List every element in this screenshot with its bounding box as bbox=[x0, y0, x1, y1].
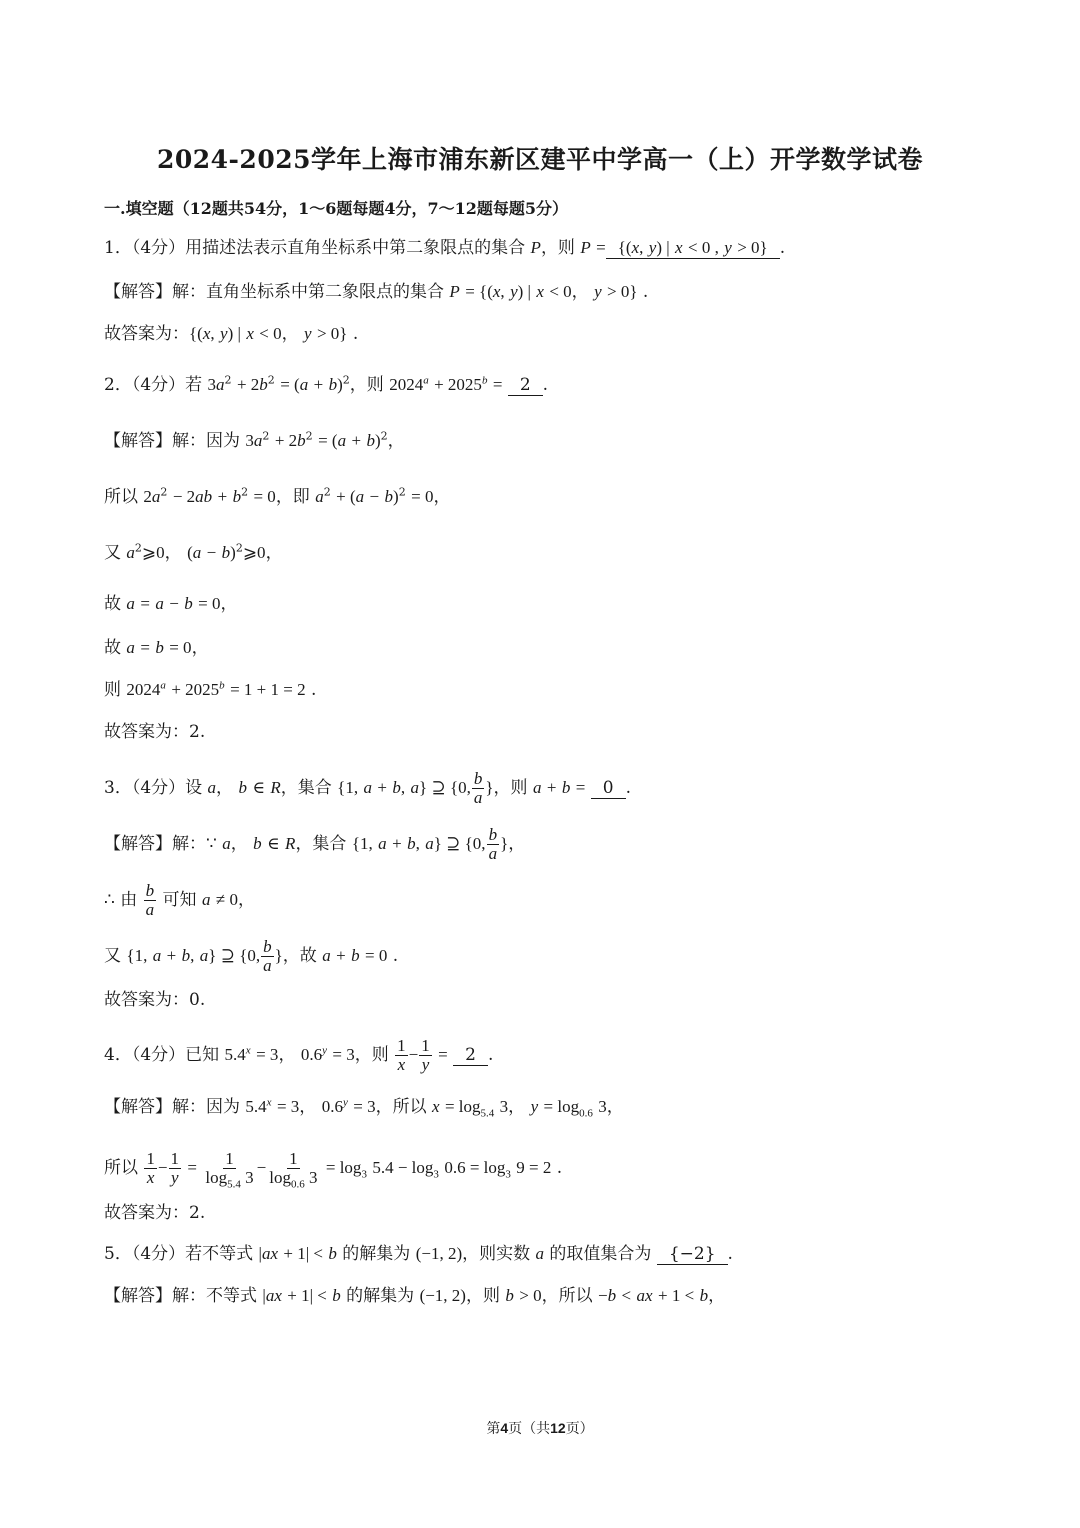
answer-blank-3: 0 bbox=[591, 778, 626, 799]
answer-3: 故答案为：0. bbox=[104, 990, 206, 1010]
solution-1: 【解答】解：直角坐标系中第二象限点的集合 P = {(x, y) | x < 0， y > 0} . bbox=[104, 282, 649, 302]
solution-5: 【解答】解：不等式 |ax + 1| < b 的解集为 (−1, 2)，则 b > 0，所以 −b < ax + 1 < b， bbox=[104, 1286, 726, 1306]
answer-4: 故答案为：2. bbox=[104, 1203, 206, 1223]
question-1: 1．（4分）用描述法表示直角坐标系中第二象限点的集合 P，则 P = {(x, y) | x < 0 , y > 0} . bbox=[104, 238, 786, 258]
page-footer: 第4页（共12页） bbox=[486, 1420, 594, 1437]
solution-4-step-2: 所以 $\frac{1}{x}$ − $\frac{1}{y}$ = $\frac{1}{\log_{5.4} 3}$ − $\frac{1}{\log_{0.6} 3}$ = $\log_3 5.4 - \log_3 0.6 = \log_3 9 = 2$ . bbox=[104, 1149, 563, 1191]
solution-3-step-2: ∴ 由 $\frac{b}{a}$ 可知 a ≠ 0， bbox=[104, 881, 255, 919]
answer-1: 故答案为：{(x, y) | x < 0， y > 0} . bbox=[104, 324, 359, 344]
answer-blank-1: {(x, y) | x < 0 , y > 0} bbox=[606, 238, 780, 259]
solution-3-step-3: 又 {1, a + b, a} ⊇ {0, $\frac{b}{a}$ }，故 a + b = 0 . bbox=[104, 937, 399, 975]
answer-blank-5: {−2} bbox=[657, 1244, 728, 1265]
solution-4-step-1: 【解答】解：因为 5.4$^x$ = 3， 0.6$^y$ = 3，所以 $x = \log_{5.4} 3$， $y = \log_{0.6} 3$， bbox=[104, 1096, 624, 1120]
page-number: 4 bbox=[500, 1420, 509, 1436]
solution-2-step-5: 故 a = b = 0， bbox=[104, 638, 209, 658]
section-heading: 一.填空题（12题共54分，1～6题每题4分，7～12题每题5分） bbox=[104, 199, 569, 218]
solution-2-step-3: 又 $a^2⩾0$， $(a - b)^2⩾0$， bbox=[104, 541, 283, 563]
answer-blank-4: 2 bbox=[453, 1045, 488, 1066]
question-3: 3．（4分）设 a， b ∈ R，集合 {1, a + b, a} ⊇ {0, $\frac{b}{a}$ }，则 a + b = 0 . bbox=[104, 769, 631, 807]
page-total: 12 bbox=[550, 1420, 566, 1436]
solution-2-step-2: 所以 $2a^2 - 2ab + b^2 = 0$，即 $a^2 + (a - b)^2 = 0$， bbox=[104, 485, 451, 507]
solution-2-step-4: 故 a = a − b = 0， bbox=[104, 594, 238, 614]
question-2: 2．（4分）若 $3a^2 + 2b^2 = (a + b)^2$，则 $2024^a + 2025^b = 2$ . bbox=[104, 373, 549, 395]
solution-2-step-6: 则 $2024^a + 2025^b = 1 + 1 = 2$ . bbox=[104, 679, 317, 700]
answer-2: 故答案为：2. bbox=[104, 722, 206, 742]
solution-3-step-1: 【解答】解：∵ a， b ∈ R，集合 {1, a + b, a} ⊇ {0, $\frac{b}{a}$ }， bbox=[104, 825, 526, 863]
answer-blank-2: 2 bbox=[508, 375, 543, 396]
solution-2-step-1: 【解答】解：因为 $3a^2 + 2b^2 = (a + b)^2$， bbox=[104, 429, 405, 451]
page-title: 2024-2025学年上海市浦东新区建平中学高一（上）开学数学试卷 bbox=[156, 145, 924, 174]
question-5: 5．（4分）若不等式 |ax + 1| < b 的解集为 (−1, 2)，则实数 a 的取值集合为 {−2} . bbox=[104, 1244, 733, 1264]
question-4: 4．（4分）已知 5.4$^x$ = 3， 0.6$^y$ = 3，则 $\frac{1}{x}$ − $\frac{1}{y}$ = 2 . bbox=[104, 1036, 494, 1074]
